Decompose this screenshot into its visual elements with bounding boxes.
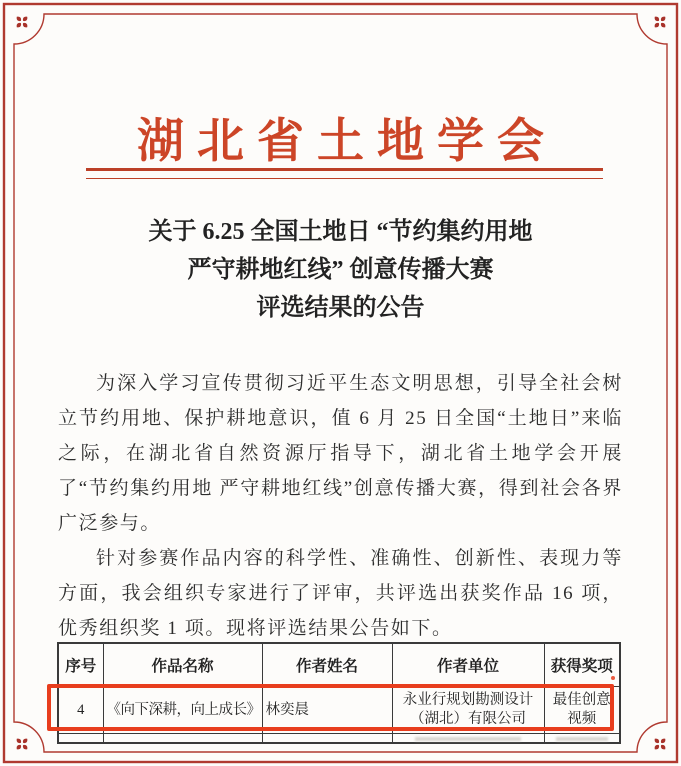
heading-line-2: 严守耕地红线” 创意传播大赛 [187, 257, 494, 283]
col-header-unit: 作者单位 [392, 643, 544, 687]
heading-line-3: 评选结果的公告 [256, 295, 425, 321]
heading-line-1: 关于 6.25 全国土地日 “节约集约用地 [148, 219, 533, 245]
col-header-award: 获得奖项 [544, 643, 620, 687]
col-header-no: 序号 [58, 643, 103, 687]
cell-author: 林奕晨 [262, 687, 392, 734]
paragraph-1: 为深入学习宣传贯彻习近平生态文明思想，引导全社会树立节约用地、保护耕地意识，值 6 月 25 日全国“土地日”来临之际，在湖北省自然资源厅指导下，湖北省土地学会开展了“节约集约用地 严守耕地红线”创意传播大赛，得到社会各界广泛参与。 [58, 373, 623, 534]
col-header-title: 作品名称 [103, 643, 262, 687]
corner-ornament-icon [653, 737, 666, 750]
results-table-wrap [57, 642, 619, 744]
corner-ornament-icon [15, 737, 28, 750]
corner-ornament-icon [653, 15, 666, 28]
body-text [58, 366, 623, 646]
table-header-row [58, 643, 620, 687]
results-table [57, 642, 621, 744]
cutoff-smudge [415, 737, 521, 741]
paragraph-2: 针对参赛作品内容的科学性、准确性、创新性、表现力等方面，我会组织专家进行了评审，共评选出获奖作品 16 项，优秀组织奖 1 项。现将评选结果公告如下。 [58, 548, 623, 639]
col-header-author: 作者姓名 [262, 643, 392, 687]
cell-unit: 永业行规划勘测设计（湖北）有限公司 [392, 687, 544, 734]
cell-title: 《向下深耕，向上成长》 [103, 687, 262, 734]
cell-award: 最佳创意视频 [544, 687, 620, 734]
masthead-title: 湖北省土地学会 [137, 114, 557, 169]
table-row [58, 687, 620, 734]
document-heading [0, 213, 681, 327]
table-row-cutoff [58, 734, 620, 744]
red-speck [611, 676, 615, 680]
cell-no: 4 [58, 687, 103, 734]
masthead-rule [86, 168, 603, 179]
cutoff-smudge [556, 737, 608, 741]
corner-ornament-icon [15, 15, 28, 28]
